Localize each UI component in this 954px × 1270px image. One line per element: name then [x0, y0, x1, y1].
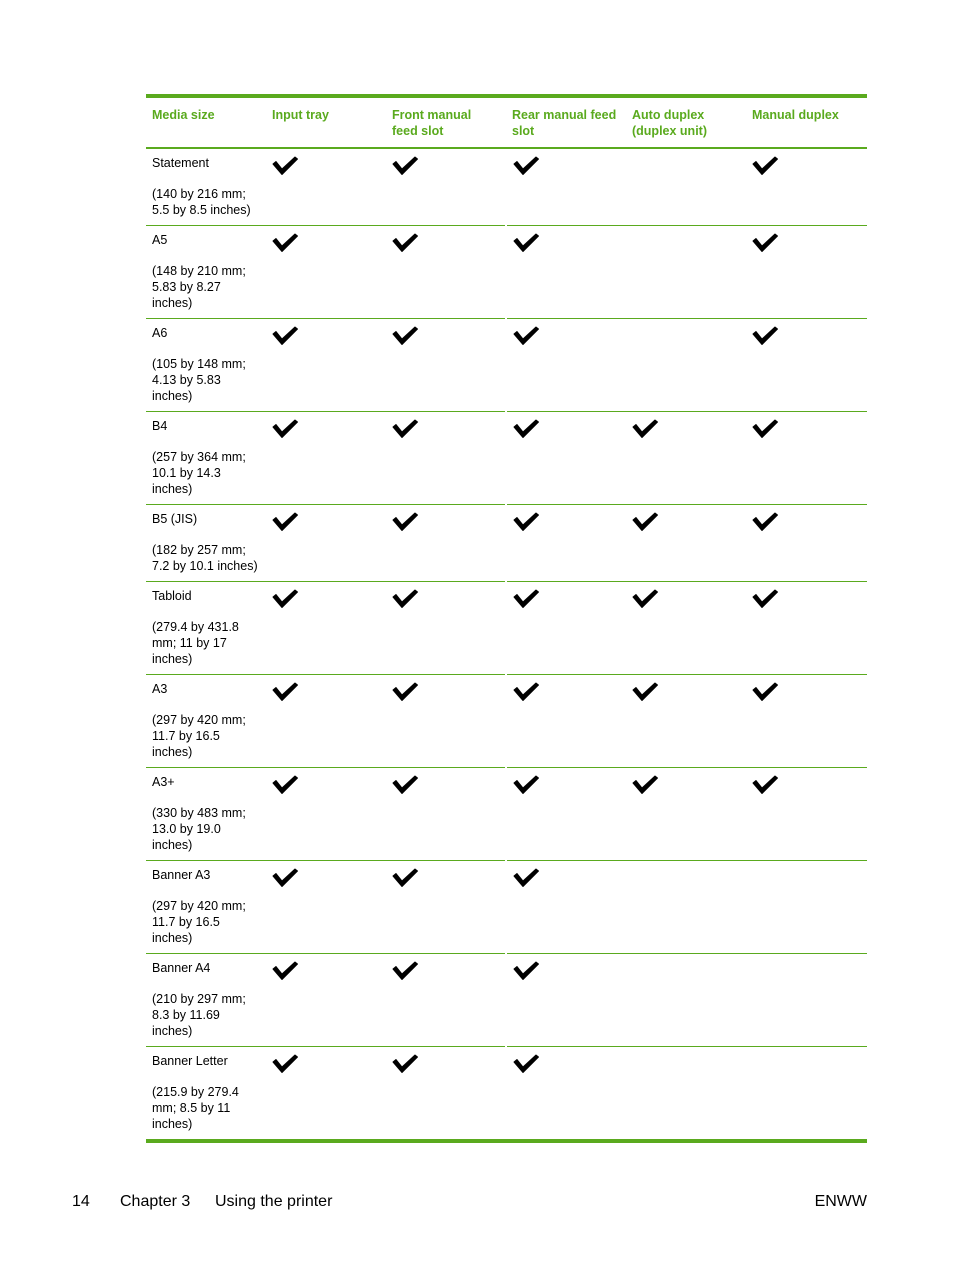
check-icon	[513, 419, 539, 439]
header-rear-manual-feed-slot: Rear manual feed slot	[506, 96, 626, 148]
input-tray-cell	[266, 148, 386, 226]
media-size-dimensions: (105 by 148 mm; 4.13 by 5.83 inches)	[152, 357, 246, 403]
manual-duplex-cell	[746, 319, 867, 412]
table-body	[146, 148, 867, 1141]
media-size-cell	[146, 1047, 266, 1142]
header-auto-duplex: Auto duplex (duplex unit)	[626, 96, 746, 148]
check-icon	[513, 589, 539, 609]
check-icon	[392, 1054, 418, 1074]
auto-duplex-cell	[626, 861, 746, 954]
check-icon	[392, 512, 418, 532]
manual-duplex-cell	[746, 226, 867, 319]
manual-duplex-cell	[746, 148, 867, 226]
check-icon	[392, 326, 418, 346]
check-icon	[513, 775, 539, 795]
media-size-name: Tabloid	[152, 589, 192, 603]
check-icon	[752, 682, 778, 702]
auto-duplex-cell	[626, 226, 746, 319]
table-header-row	[146, 96, 867, 148]
input-tray-cell	[266, 412, 386, 505]
table-row	[146, 148, 867, 226]
manual-duplex-cell	[746, 505, 867, 582]
front-manual-feed-slot-cell	[386, 412, 506, 505]
media-size-table	[146, 94, 867, 1143]
check-icon	[392, 961, 418, 981]
media-size-dimensions: (140 by 216 mm; 5.5 by 8.5 inches)	[152, 187, 251, 217]
media-size-name: B4	[152, 419, 168, 433]
table-row	[146, 1047, 867, 1142]
input-tray-cell	[266, 1047, 386, 1142]
check-icon	[752, 589, 778, 609]
media-size-cell	[146, 582, 266, 675]
check-icon	[752, 775, 778, 795]
auto-duplex-cell	[626, 675, 746, 768]
media-size-dimensions: (210 by 297 mm; 8.3 by 11.69 inches)	[152, 992, 246, 1038]
check-icon	[632, 682, 658, 702]
check-icon	[272, 419, 298, 439]
header-manual-duplex: Manual duplex	[746, 96, 867, 148]
input-tray-cell	[266, 768, 386, 861]
rear-manual-feed-slot-cell	[506, 226, 626, 319]
check-icon	[272, 156, 298, 176]
table-row	[146, 319, 867, 412]
media-size-cell	[146, 319, 266, 412]
check-icon	[513, 868, 539, 888]
rear-manual-feed-slot-cell	[506, 412, 626, 505]
check-icon	[513, 233, 539, 253]
check-icon	[752, 233, 778, 253]
manual-duplex-cell	[746, 582, 867, 675]
front-manual-feed-slot-cell	[386, 675, 506, 768]
check-icon	[272, 589, 298, 609]
auto-duplex-cell	[626, 319, 746, 412]
media-size-name: Statement	[152, 156, 209, 170]
media-size-dimensions: (257 by 364 mm; 10.1 by 14.3 inches)	[152, 450, 246, 496]
check-icon	[513, 512, 539, 532]
media-size-dimensions: (330 by 483 mm; 13.0 by 19.0 inches)	[152, 806, 246, 852]
table-row	[146, 861, 867, 954]
header-front-manual-feed-slot: Front manual feed slot	[386, 96, 506, 148]
manual-duplex-cell	[746, 412, 867, 505]
front-manual-feed-slot-cell	[386, 148, 506, 226]
input-tray-cell	[266, 861, 386, 954]
check-icon	[392, 233, 418, 253]
auto-duplex-cell	[626, 412, 746, 505]
check-icon	[272, 233, 298, 253]
media-size-cell	[146, 226, 266, 319]
media-size-dimensions: (215.9 by 279.4 mm; 8.5 by 11 inches)	[152, 1085, 239, 1131]
media-size-dimensions: (297 by 420 mm; 11.7 by 16.5 inches)	[152, 713, 246, 759]
check-icon	[513, 961, 539, 981]
manual-duplex-cell	[746, 768, 867, 861]
check-icon	[272, 775, 298, 795]
rear-manual-feed-slot-cell	[506, 1047, 626, 1142]
check-icon	[272, 1054, 298, 1074]
rear-manual-feed-slot-cell	[506, 505, 626, 582]
table-row	[146, 412, 867, 505]
check-icon	[752, 512, 778, 532]
media-size-dimensions: (297 by 420 mm; 11.7 by 16.5 inches)	[152, 899, 246, 945]
media-size-name: Banner A4	[152, 961, 211, 975]
front-manual-feed-slot-cell	[386, 954, 506, 1047]
table-row	[146, 226, 867, 319]
front-manual-feed-slot-cell	[386, 1047, 506, 1142]
check-icon	[632, 775, 658, 795]
table-row	[146, 505, 867, 582]
check-icon	[272, 682, 298, 702]
brand-label: ENWW	[814, 1193, 867, 1210]
table-row	[146, 582, 867, 675]
input-tray-cell	[266, 319, 386, 412]
rear-manual-feed-slot-cell	[506, 582, 626, 675]
check-icon	[392, 156, 418, 176]
front-manual-feed-slot-cell	[386, 861, 506, 954]
page-number: 14	[72, 1193, 90, 1210]
header-input-tray: Input tray	[266, 96, 386, 148]
front-manual-feed-slot-cell	[386, 319, 506, 412]
media-size-cell	[146, 675, 266, 768]
check-icon	[392, 419, 418, 439]
check-icon	[513, 1054, 539, 1074]
check-icon	[513, 682, 539, 702]
front-manual-feed-slot-cell	[386, 505, 506, 582]
check-icon	[752, 419, 778, 439]
media-size-name: A3+	[152, 775, 175, 789]
chapter-label: Chapter 3	[120, 1193, 191, 1210]
auto-duplex-cell	[626, 954, 746, 1047]
check-icon	[392, 589, 418, 609]
table-row	[146, 954, 867, 1047]
front-manual-feed-slot-cell	[386, 582, 506, 675]
rear-manual-feed-slot-cell	[506, 954, 626, 1047]
check-icon	[272, 326, 298, 346]
media-size-name: Banner A3	[152, 868, 211, 882]
check-icon	[392, 682, 418, 702]
table-row	[146, 675, 867, 768]
input-tray-cell	[266, 954, 386, 1047]
chapter-title: Using the printer	[215, 1193, 333, 1210]
check-icon	[752, 326, 778, 346]
check-icon	[272, 868, 298, 888]
media-size-cell	[146, 148, 266, 226]
auto-duplex-cell	[626, 768, 746, 861]
check-icon	[272, 961, 298, 981]
input-tray-cell	[266, 505, 386, 582]
media-size-name: Banner Letter	[152, 1054, 228, 1068]
manual-duplex-cell	[746, 675, 867, 768]
input-tray-cell	[266, 675, 386, 768]
check-icon	[752, 156, 778, 176]
rear-manual-feed-slot-cell	[506, 861, 626, 954]
media-size-name: B5 (JIS)	[152, 512, 198, 526]
check-icon	[513, 156, 539, 176]
check-icon	[632, 512, 658, 532]
manual-duplex-cell	[746, 861, 867, 954]
header-media-size: Media size	[146, 96, 266, 148]
media-size-name: A5	[152, 233, 168, 247]
media-size-dimensions: (279.4 by 431.8 mm; 11 by 17 inches)	[152, 620, 239, 666]
media-size-cell	[146, 412, 266, 505]
check-icon	[272, 512, 298, 532]
auto-duplex-cell	[626, 505, 746, 582]
media-size-cell	[146, 768, 266, 861]
media-size-cell	[146, 861, 266, 954]
check-icon	[632, 419, 658, 439]
rear-manual-feed-slot-cell	[506, 675, 626, 768]
rear-manual-feed-slot-cell	[506, 148, 626, 226]
front-manual-feed-slot-cell	[386, 226, 506, 319]
check-icon	[513, 326, 539, 346]
auto-duplex-cell	[626, 1047, 746, 1142]
media-size-name: A3	[152, 682, 168, 696]
media-size-dimensions: (182 by 257 mm; 7.2 by 10.1 inches)	[152, 543, 258, 573]
rear-manual-feed-slot-cell	[506, 319, 626, 412]
auto-duplex-cell	[626, 148, 746, 226]
manual-duplex-cell	[746, 1047, 867, 1142]
front-manual-feed-slot-cell	[386, 768, 506, 861]
input-tray-cell	[266, 226, 386, 319]
check-icon	[632, 589, 658, 609]
media-size-dimensions: (148 by 210 mm; 5.83 by 8.27 inches)	[152, 264, 246, 310]
media-size-name: A6	[152, 326, 168, 340]
table-row	[146, 768, 867, 861]
check-icon	[392, 775, 418, 795]
media-size-cell	[146, 954, 266, 1047]
check-icon	[392, 868, 418, 888]
auto-duplex-cell	[626, 582, 746, 675]
rear-manual-feed-slot-cell	[506, 768, 626, 861]
media-size-cell	[146, 505, 266, 582]
manual-duplex-cell	[746, 954, 867, 1047]
input-tray-cell	[266, 582, 386, 675]
